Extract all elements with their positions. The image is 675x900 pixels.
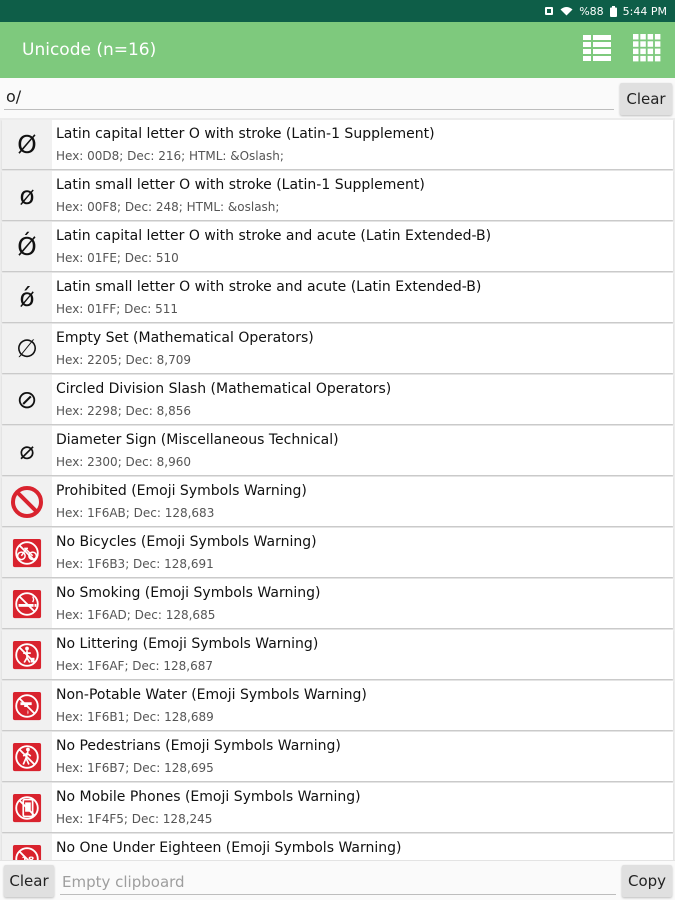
result-title: Circled Division Slash (Mathematical Operators): [56, 381, 392, 397]
result-detail: Hex: 00D8; Dec: 216; HTML: &Oslash;: [56, 149, 284, 163]
result-title: No Littering (Emoji Symbols Warning): [56, 636, 319, 652]
result-title: No Pedestrians (Emoji Symbols Warning): [56, 738, 341, 754]
result-detail: Hex: 01FE; Dec: 510: [56, 251, 179, 265]
result-detail: Hex: 1F6AB; Dec: 128,683: [56, 506, 215, 520]
search-input[interactable]: [4, 84, 614, 110]
result-row[interactable]: [2, 222, 673, 271]
result-glyph: ǿ: [2, 273, 52, 322]
grid-view-button[interactable]: [625, 28, 669, 72]
result-title: Non-Potable Water (Emoji Symbols Warning): [56, 687, 367, 703]
results-list[interactable]: [0, 118, 675, 860]
result-detail: Hex: 1F6B1; Dec: 128,689: [56, 710, 214, 724]
clear-search-button[interactable]: Clear: [620, 83, 672, 115]
result-detail: Hex: 00F8; Dec: 248; HTML: &oslash;: [56, 200, 280, 214]
result-title: No Bicycles (Emoji Symbols Warning): [56, 534, 317, 550]
result-title: Latin small letter O with stroke and acute (Latin Extended-B): [56, 279, 482, 295]
result-row[interactable]: [2, 477, 673, 526]
result-row[interactable]: [2, 732, 673, 781]
wifi-icon: [560, 6, 573, 16]
result-glyph: ⌀: [2, 426, 52, 475]
clipboard-input[interactable]: [60, 869, 616, 895]
result-title: No Mobile Phones (Emoji Symbols Warning): [56, 789, 361, 805]
result-row[interactable]: [2, 579, 673, 628]
no-littering-icon: [2, 630, 52, 679]
result-row[interactable]: [2, 528, 673, 577]
result-row[interactable]: [2, 681, 673, 730]
result-glyph: Ø: [2, 120, 52, 169]
result-row[interactable]: [2, 426, 673, 475]
list-view-button[interactable]: [575, 28, 619, 72]
result-glyph: ⊘: [2, 375, 52, 424]
result-row[interactable]: [2, 324, 673, 373]
result-title: Latin small letter O with stroke (Latin-1 Supplement): [56, 177, 425, 193]
result-row[interactable]: [2, 783, 673, 832]
battery-percent: %88: [579, 4, 604, 18]
notification-icon: [544, 6, 554, 16]
result-title: Empty Set (Mathematical Operators): [56, 330, 314, 346]
clear-clipboard-button[interactable]: Clear: [4, 865, 54, 897]
result-detail: Hex: 1F6B7; Dec: 128,695: [56, 761, 214, 775]
status-bar: [0, 0, 675, 22]
result-row[interactable]: [2, 171, 673, 220]
result-detail: Hex: 1F4F5; Dec: 128,245: [56, 812, 213, 826]
prohibited-icon: [2, 477, 52, 526]
no-mobile-phones-icon: [2, 783, 52, 832]
no-pedestrians-icon: [2, 732, 52, 781]
result-detail: Hex: 1F6B3; Dec: 128,691: [56, 557, 214, 571]
result-glyph: ∅: [2, 324, 52, 373]
result-detail: Hex: 1F6AD; Dec: 128,685: [56, 608, 216, 622]
result-detail: Hex: 2300; Dec: 8,960: [56, 455, 191, 469]
result-detail: Hex: 1F6AF; Dec: 128,687: [56, 659, 213, 673]
result-row[interactable]: [2, 630, 673, 679]
no-smoking-icon: [2, 579, 52, 628]
app-title: Unicode (n=16): [22, 40, 157, 60]
battery-icon: [610, 6, 617, 17]
search-row: [0, 78, 675, 118]
result-detail: Hex: 2298; Dec: 8,856: [56, 404, 191, 418]
app-bar: [0, 22, 675, 78]
non-potable-water-icon: [2, 681, 52, 730]
bottom-bar: [0, 860, 675, 900]
no-bicycles-icon: [2, 528, 52, 577]
result-title: No Smoking (Emoji Symbols Warning): [56, 585, 321, 601]
result-row[interactable]: [2, 273, 673, 322]
result-title: Latin capital letter O with stroke (Latin-1 Supplement): [56, 126, 435, 142]
list-view-icon: [583, 35, 611, 65]
result-glyph: Ǿ: [2, 222, 52, 271]
result-row[interactable]: [2, 375, 673, 424]
clock: 5:44 PM: [622, 4, 667, 18]
result-title: Latin capital letter O with stroke and acute (Latin Extended-B): [56, 228, 492, 244]
result-glyph: ø: [2, 171, 52, 220]
copy-button[interactable]: Copy: [622, 865, 672, 897]
result-title: Prohibited (Emoji Symbols Warning): [56, 483, 307, 499]
result-detail: Hex: 2205; Dec: 8,709: [56, 353, 191, 367]
result-title: Diameter Sign (Miscellaneous Technical): [56, 432, 339, 448]
result-detail: Hex: 01FF; Dec: 511: [56, 302, 179, 316]
result-row[interactable]: [2, 120, 673, 169]
grid-view-icon: [633, 34, 661, 66]
result-title: No One Under Eighteen (Emoji Symbols Warning): [56, 840, 402, 856]
